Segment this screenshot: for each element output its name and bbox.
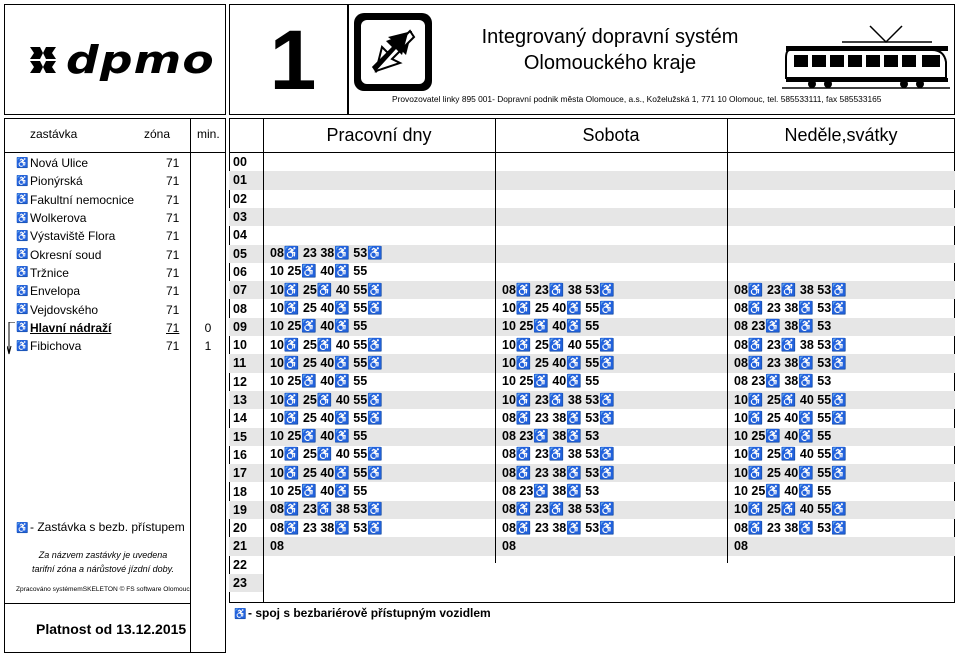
hour-cell: 03 <box>233 210 247 225</box>
wheelchair-icon: ♿ <box>16 194 29 206</box>
stop-name: Wolkerova <box>30 211 87 226</box>
hour-cell: 23 <box>233 576 247 591</box>
hour-cell: 07 <box>233 283 247 298</box>
wheelchair-icon: ♿ <box>16 157 29 169</box>
saturday-departures: 10♿ 25 40♿ 55♿ <box>502 355 615 370</box>
hour-cell: 08 <box>233 301 247 316</box>
sunday-departures: 08♿ 23♿ 38 53♿ <box>734 282 847 297</box>
saturday-departures: 08♿ 23 38♿ 53♿ <box>502 410 615 425</box>
col-stop-header: zastávka <box>30 127 78 141</box>
ids-transfer-icon <box>352 11 434 93</box>
timetable-row <box>229 409 955 427</box>
sunday-departures: 10 25♿ 40♿ 55 <box>734 429 832 444</box>
weekday-departures: 10 25♿ 40♿ 55 <box>270 484 368 499</box>
hour-cell: 05 <box>233 246 247 261</box>
weekday-departures: 10♿ 25♿ 40 55♿ <box>270 392 383 407</box>
hour-cell: 10 <box>233 338 247 353</box>
stop-name: Tržnice <box>30 265 69 280</box>
sunday-departures: 10♿ 25♿ 40 55♿ <box>734 447 847 462</box>
timetable-row <box>229 318 955 336</box>
stop-name: Pionýrská <box>30 174 83 189</box>
hour-cell: 20 <box>233 521 247 536</box>
accessible-stop-legend-text: - Zastávka s bezb. přístupem <box>30 520 185 534</box>
timetable-row <box>229 208 955 226</box>
saturday-departures: 08♿ 23♿ 38 53♿ <box>502 282 615 297</box>
sunday-departures: 10♿ 25♿ 40 55♿ <box>734 502 847 517</box>
wheelchair-icon: ♿ <box>16 230 29 242</box>
hour-cell: 04 <box>233 228 247 243</box>
saturday-departures: 10♿ 23♿ 38 53♿ <box>502 392 615 407</box>
minutes-column <box>190 118 226 653</box>
stop-name: Okresní soud <box>30 247 102 262</box>
hour-cell: 06 <box>233 264 247 279</box>
timetable-row <box>229 556 263 574</box>
sunday-departures: 10♿ 25 40♿ 55♿ <box>734 410 847 425</box>
hour-cell: 00 <box>233 155 247 170</box>
stop-minutes: 1 <box>204 339 212 353</box>
saturday-departures: 08 <box>502 539 516 554</box>
stops-header-divider <box>4 152 226 153</box>
saturday-departures: 10 25♿ 40♿ 55 <box>502 374 600 389</box>
timetable-row <box>229 336 955 354</box>
weekday-departures: 08♿ 23 38♿ 53♿ <box>270 246 383 261</box>
stop-row <box>16 246 186 264</box>
timetable-row <box>229 464 955 482</box>
timetable-header-divider <box>229 152 955 153</box>
stop-zone: 71 <box>166 156 180 171</box>
stop-name: Nová Ulice <box>30 156 89 171</box>
credits: Zpracováno systémemSKELETON © FS software Olomouc <box>16 586 190 593</box>
stop-name: Vejdovského <box>30 302 99 317</box>
weekday-departures: 10♿ 25 40♿ 55♿ <box>270 465 383 480</box>
sunday-departures: 08♿ 23 38♿ 53♿ <box>734 301 847 316</box>
stop-row <box>16 191 186 209</box>
weekday-departures: 08♿ 23 38♿ 53♿ <box>270 520 383 535</box>
stop-row <box>16 264 186 282</box>
hour-cell: 13 <box>233 393 247 408</box>
timetable-row <box>229 354 955 372</box>
accessible-vehicle-legend <box>234 606 491 620</box>
timetable-row <box>229 153 955 171</box>
hour-cell: 21 <box>233 539 247 554</box>
timetable-row <box>229 501 955 519</box>
stop-zone: 71 <box>166 265 180 280</box>
hour-cell: 01 <box>233 173 247 188</box>
stop-name: Fakultní nemocnice <box>30 192 135 207</box>
tram-icon <box>782 22 950 90</box>
sunday-departures: 10 25♿ 40♿ 55 <box>734 484 832 499</box>
weekday-departures: 10♿ 25 40♿ 55♿ <box>270 301 383 316</box>
col-sunday-header: Neděle,svátky <box>784 124 898 145</box>
wheelchair-icon: ♿ <box>16 340 29 352</box>
saturday-departures: 08♿ 23 38♿ 53♿ <box>502 520 615 535</box>
sunday-departures: 10♿ 25 40♿ 55♿ <box>734 465 847 480</box>
saturday-departures: 10 25♿ 40♿ 55 <box>502 319 600 334</box>
timetable-row <box>229 226 955 244</box>
hour-cell: 12 <box>233 374 247 389</box>
timetable-row <box>229 299 955 317</box>
validity-divider <box>4 603 190 604</box>
system-title <box>445 24 775 76</box>
zone-legend-line2: tarifní zóna a nárůstové jízdní doby. <box>32 564 174 574</box>
stop-name: Výstaviště Flora <box>30 229 116 244</box>
sunday-departures: 08♿ 23♿ 38 53♿ <box>734 337 847 352</box>
timetable-row <box>229 537 955 555</box>
stop-name: Envelopa <box>30 284 81 299</box>
weekday-departures: 08 <box>270 539 284 554</box>
stop-minutes: 0 <box>204 320 212 335</box>
wheelchair-icon: ♿ <box>16 212 29 224</box>
timetable-row <box>229 281 955 299</box>
col-weekday-header: Pracovní dny <box>326 124 432 145</box>
stop-row <box>16 154 186 172</box>
wheelchair-icon: ♿ <box>16 267 29 279</box>
stop-row <box>16 282 186 300</box>
timetable-row <box>229 446 955 464</box>
col-zone-header: zóna <box>144 127 171 141</box>
col-min-header: min. <box>197 127 220 141</box>
hour-cell: 02 <box>233 191 247 206</box>
timetable-row <box>229 428 955 446</box>
zone-legend <box>28 548 178 576</box>
wheelchair-icon: ♿ <box>234 609 247 620</box>
saturday-departures: 10♿ 25 40♿ 55♿ <box>502 301 615 316</box>
sunday-departures: 08 23♿ 38♿ 53 <box>734 374 832 389</box>
wheelchair-icon: ♿ <box>16 175 29 187</box>
wheelchair-icon: ♿ <box>16 249 29 261</box>
timetable-row <box>229 171 955 189</box>
zone-legend-line1: Za názvem zastávky je uvedena <box>38 550 168 560</box>
logo-text: dpmo <box>66 38 215 82</box>
hour-cell: 16 <box>233 447 247 462</box>
hour-cell: 22 <box>233 557 247 572</box>
stop-row <box>16 209 186 227</box>
validity-date: Platnost od 13.12.2015 <box>36 621 187 637</box>
stop-row <box>16 337 186 355</box>
saturday-departures: 10♿ 25♿ 40 55♿ <box>502 337 615 352</box>
wheelchair-icon: ♿ <box>16 304 29 316</box>
title-line2: Olomouckého kraje <box>523 52 697 74</box>
saturday-departures: 08♿ 23♿ 38 53♿ <box>502 447 615 462</box>
timetable-row <box>229 482 955 500</box>
timetable-row <box>229 190 955 208</box>
timetable-row <box>229 574 263 592</box>
saturday-departures: 08 23♿ 38♿ 53 <box>502 429 600 444</box>
weekday-column-divider <box>495 118 496 563</box>
stop-zone: 71 <box>166 302 180 317</box>
timetable-row <box>229 245 955 263</box>
timetable-row <box>229 373 955 391</box>
hour-cell: 15 <box>233 429 247 444</box>
sunday-departures: 10♿ 25♿ 40 55♿ <box>734 392 847 407</box>
weekday-departures: 10♿ 25 40♿ 55♿ <box>270 355 383 370</box>
saturday-departures: 08 23♿ 38♿ 53 <box>502 484 600 499</box>
dpmo-logo <box>26 38 215 82</box>
wheelchair-icon: ♿ <box>16 322 29 334</box>
wheelchair-icon: ♿ <box>16 285 29 297</box>
dpmo-logo-icon <box>26 45 60 75</box>
wheelchair-icon: ♿ <box>16 523 29 534</box>
hour-cell: 09 <box>233 319 247 334</box>
stop-row <box>16 319 186 337</box>
col-saturday-header: Sobota <box>582 124 640 145</box>
saturday-column-divider <box>727 118 728 563</box>
stop-row <box>16 300 186 318</box>
stop-name: Fibichova <box>30 339 82 354</box>
weekday-departures: 10 25♿ 40♿ 55 <box>270 374 368 389</box>
direction-arrow-icon <box>7 322 17 356</box>
saturday-departures: 08♿ 23♿ 38 53♿ <box>502 502 615 517</box>
weekday-departures: 10♿ 25♿ 40 55♿ <box>270 447 383 462</box>
accessible-vehicle-legend-text: - spoj s bezbariérově přístupným vozidlem <box>248 606 491 620</box>
weekday-departures: 10♿ 25 40♿ 55♿ <box>270 410 383 425</box>
stop-zone: 71 <box>166 320 180 335</box>
timetable-row <box>229 391 955 409</box>
sunday-departures: 08♿ 23 38♿ 53♿ <box>734 520 847 535</box>
hour-cell: 17 <box>233 466 247 481</box>
weekday-departures: 10♿ 25♿ 40 55♿ <box>270 337 383 352</box>
saturday-departures: 08♿ 23 38♿ 53♿ <box>502 465 615 480</box>
stop-zone: 71 <box>166 211 180 226</box>
weekday-departures: 08♿ 23♿ 38 53♿ <box>270 502 383 517</box>
stop-zone: 71 <box>166 339 180 354</box>
stop-zone: 71 <box>166 229 180 244</box>
hour-cell: 14 <box>233 411 247 426</box>
hour-cell: 19 <box>233 502 247 517</box>
weekday-departures: 10 25♿ 40♿ 55 <box>270 264 368 279</box>
line-number: 1 <box>269 13 317 107</box>
accessible-stop-legend <box>16 520 185 534</box>
stop-zone: 71 <box>166 247 180 262</box>
title-line1: Integrovaný dopravní systém <box>481 26 739 48</box>
stop-zone: 71 <box>166 284 180 299</box>
stop-row <box>16 172 186 190</box>
stop-row <box>16 227 186 245</box>
timetable-row <box>229 519 955 537</box>
sunday-departures: 08 23♿ 38♿ 53 <box>734 319 832 334</box>
operator-info: Provozovatel linky 895 001- Dopravní podnik města Olomouce, a.s., Koželužská 1, 771 10 Olomouc, tel. 585533111, fax 585533165 <box>392 94 882 104</box>
weekday-departures: 10♿ 25♿ 40 55♿ <box>270 282 383 297</box>
stop-zone: 71 <box>166 174 180 189</box>
sunday-departures: 08♿ 23 38♿ 53♿ <box>734 355 847 370</box>
weekday-departures: 10 25♿ 40♿ 55 <box>270 429 368 444</box>
sunday-departures: 08 <box>734 539 748 554</box>
stop-name: Hlavní nádraží <box>30 320 112 335</box>
hour-column-divider <box>263 118 264 603</box>
weekday-departures: 10 25♿ 40♿ 55 <box>270 319 368 334</box>
hour-cell: 11 <box>233 356 247 371</box>
stop-zone: 71 <box>166 192 180 207</box>
timetable-row <box>229 263 955 281</box>
hour-cell: 18 <box>233 484 247 499</box>
